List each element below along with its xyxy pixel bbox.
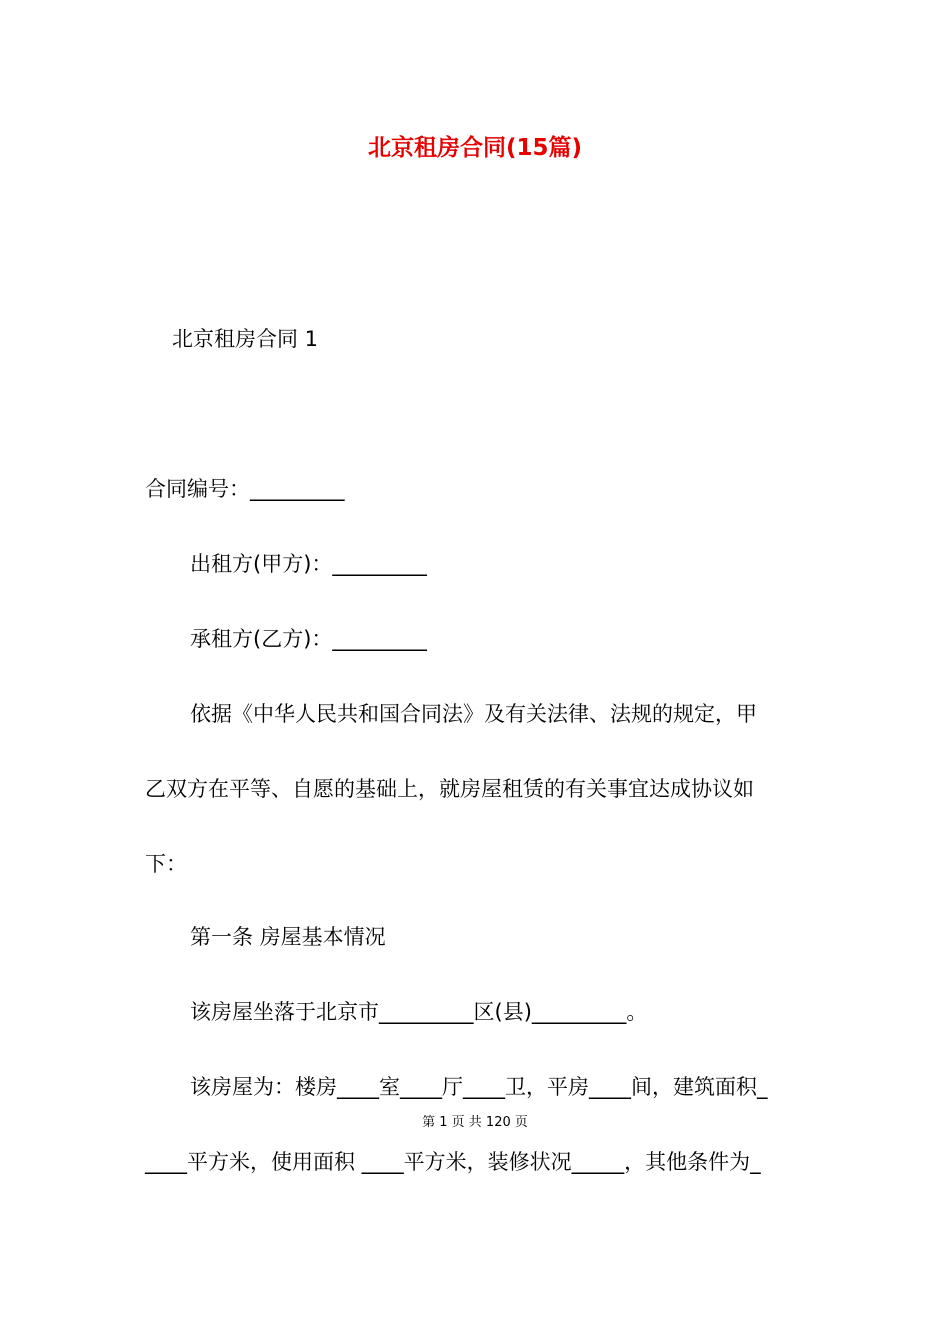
legal-basis-paragraph-line-1: 依据《中华人民共和国合同法》及有关法律、法规的规定，甲	[190, 702, 757, 726]
lessor-line: 出租方(甲方)：_________	[190, 552, 427, 576]
house-type-line: 该房屋为：楼房____室____厅____卫，平房____间，建筑面积_	[190, 1075, 768, 1099]
document-title: 北京租房合同(15篇)	[367, 135, 583, 161]
page-footer: 第 1 页 共 120 页	[422, 1115, 528, 1130]
house-location-line: 该房屋坐落于北京市_________区(县)_________。	[190, 1000, 648, 1024]
legal-basis-paragraph-line-3: 下：	[145, 852, 187, 876]
article-1-heading: 第一条 房屋基本情况	[190, 925, 386, 949]
section-heading: 北京租房合同 1	[172, 327, 319, 351]
house-area-line: ____平方米，使用面积 ____平方米，装修状况_____，其他条件为_	[145, 1150, 761, 1174]
contract-number-line: 合同编号：_________	[145, 477, 345, 501]
lessee-line: 承租方(乙方)：_________	[190, 627, 427, 651]
legal-basis-paragraph-line-2: 乙双方在平等、自愿的基础上，就房屋租赁的有关事宜达成协议如	[145, 777, 754, 801]
